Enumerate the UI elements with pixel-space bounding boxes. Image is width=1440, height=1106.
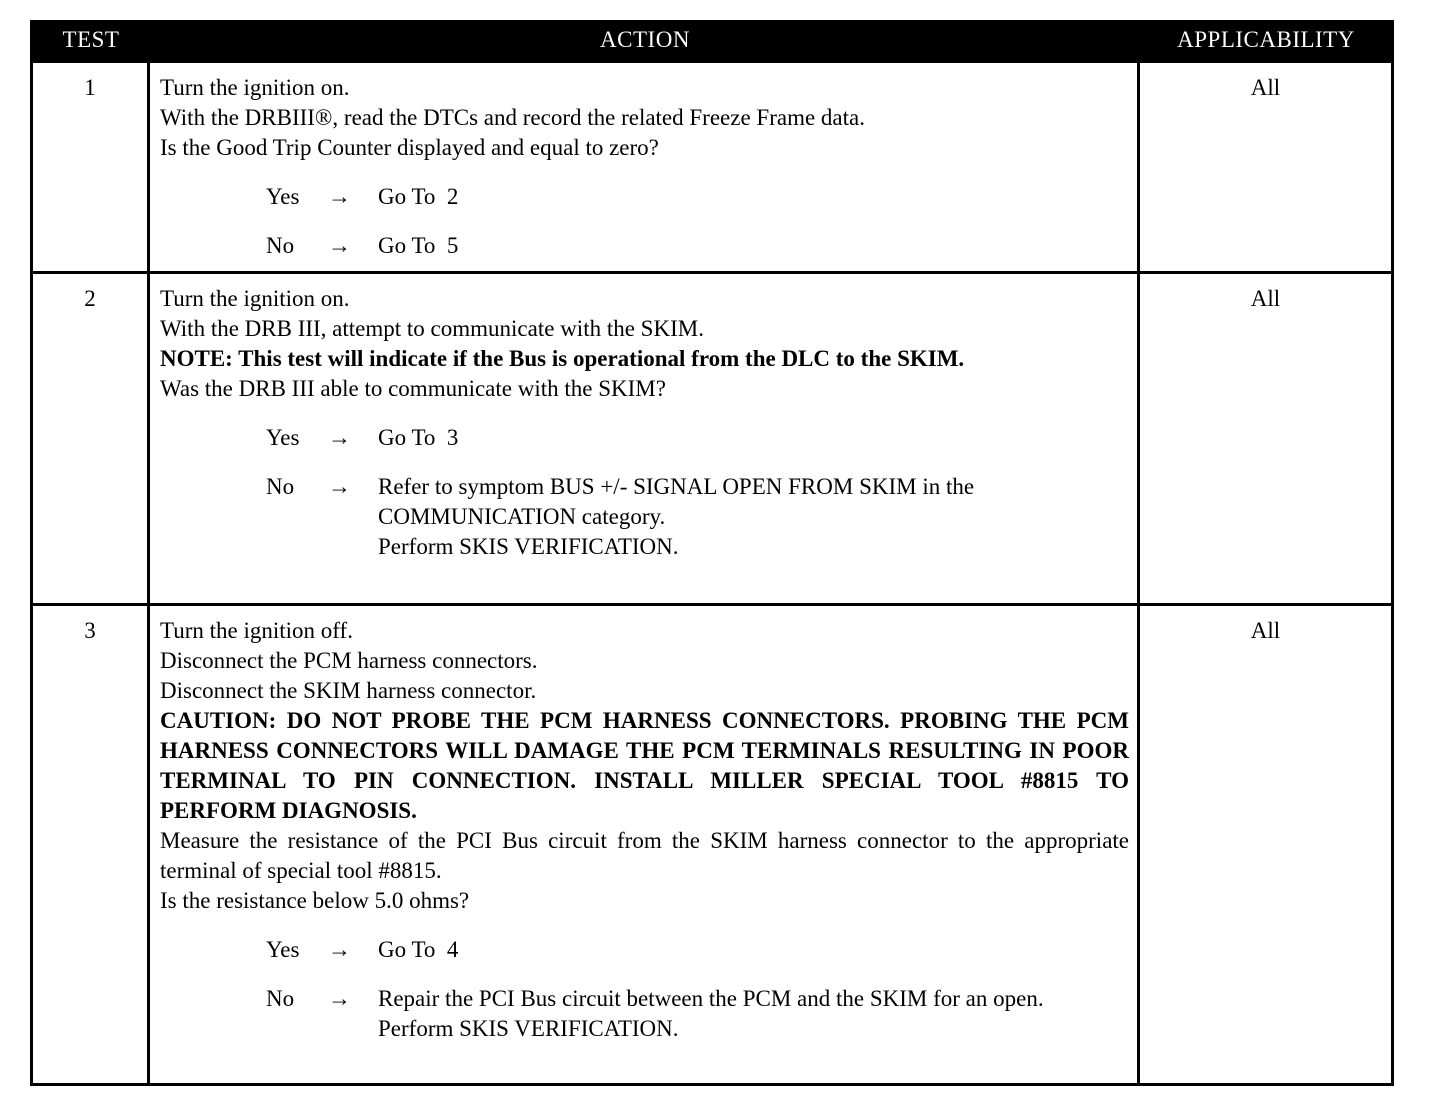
action-line: Turn the ignition on. [160, 286, 350, 311]
no-result [378, 984, 1129, 1044]
header-applicability: APPLICABILITY [1177, 27, 1355, 52]
arrow-icon: → [328, 474, 351, 499]
no-result-line: Perform SKIS VERIFICATION. [378, 534, 679, 559]
caution-text: CAUTION: DO NOT PROBE THE PCM HARNESS CONNECTORS. PROBING THE PCM HARNESS CONNECTORS WILL DAMAGE THE PCM TERMINALS RESULTING IN POOR TERMINAL TO PIN CONNECTION. INSTALL MILLER SPECIAL TOOL #8815 TO PERFORM DIAGNOSIS. [160, 708, 1129, 823]
yes-label: Yes [266, 184, 300, 209]
action-line: With the DRBIII®, read the DTCs and record the related Freeze Frame data. [160, 105, 865, 130]
applicability-cell: All [1250, 618, 1281, 643]
table-row [33, 603, 1391, 1083]
applicability-cell: All [1250, 75, 1281, 100]
arrow-icon: → [328, 184, 351, 209]
action-cell [150, 63, 1140, 271]
header-test: TEST [62, 27, 120, 52]
no-branch [266, 472, 1129, 562]
action-line: Is the resistance below 5.0 ohms? [160, 888, 470, 913]
applicability-cell: All [1250, 286, 1281, 311]
yes-result: Go To 2 [378, 184, 459, 209]
diagnostic-table [30, 20, 1394, 1086]
action-line: Is the Good Trip Counter displayed and equal to zero? [160, 135, 659, 160]
header-action: ACTION [600, 27, 690, 52]
action-line: Disconnect the SKIM harness connector. [160, 678, 537, 703]
yes-result: Go To 4 [378, 937, 459, 962]
action-line: Turn the ignition off. [160, 618, 353, 643]
yes-result: Go To 3 [378, 425, 459, 450]
yes-branch [266, 935, 1129, 965]
action-line: Was the DRB III able to communicate with the SKIM? [160, 376, 666, 401]
arrow-icon: → [328, 233, 351, 258]
no-label: No [266, 986, 295, 1011]
yes-label: Yes [266, 937, 300, 962]
test-number: 1 [33, 63, 150, 271]
action-cell [150, 606, 1140, 1083]
action-line: Turn the ignition on. [160, 75, 350, 100]
yes-branch [266, 182, 1129, 212]
yes-label: Yes [266, 425, 300, 450]
test-number: 2 [33, 274, 150, 603]
arrow-icon: → [328, 937, 351, 962]
no-result: Go To 5 [378, 233, 459, 258]
action-line: Measure the resistance of the PCI Bus circuit from the SKIM harness connector to the appropriate terminal of special tool #8815. [160, 828, 1129, 883]
no-label: No [266, 474, 295, 499]
yes-branch [266, 423, 1129, 453]
table-body [30, 60, 1394, 1086]
action-line: Disconnect the PCM harness connectors. [160, 648, 538, 673]
no-label: No [266, 233, 295, 258]
table-row [33, 271, 1391, 603]
action-line: With the DRB III, attempt to communicate with the SKIM. [160, 316, 704, 341]
arrow-icon: → [328, 425, 351, 450]
test-number: 3 [33, 606, 150, 1083]
no-result-line: Refer to symptom BUS +/- SIGNAL OPEN FROM SKIM in the COMMUNICATION category. [378, 474, 975, 529]
action-cell [150, 274, 1140, 603]
table-row [33, 60, 1391, 271]
no-branch [266, 231, 1129, 261]
arrow-icon: → [328, 986, 351, 1011]
no-branch [266, 984, 1129, 1044]
table-header [30, 20, 1394, 60]
note-text: NOTE: This test will indicate if the Bus is operational from the DLC to the SKIM. [160, 346, 965, 371]
no-result-line: Repair the PCI Bus circuit between the PCM and the SKIM for an open. [378, 986, 1044, 1011]
no-result [378, 472, 1129, 562]
no-result-line: Perform SKIS VERIFICATION. [378, 1016, 679, 1041]
